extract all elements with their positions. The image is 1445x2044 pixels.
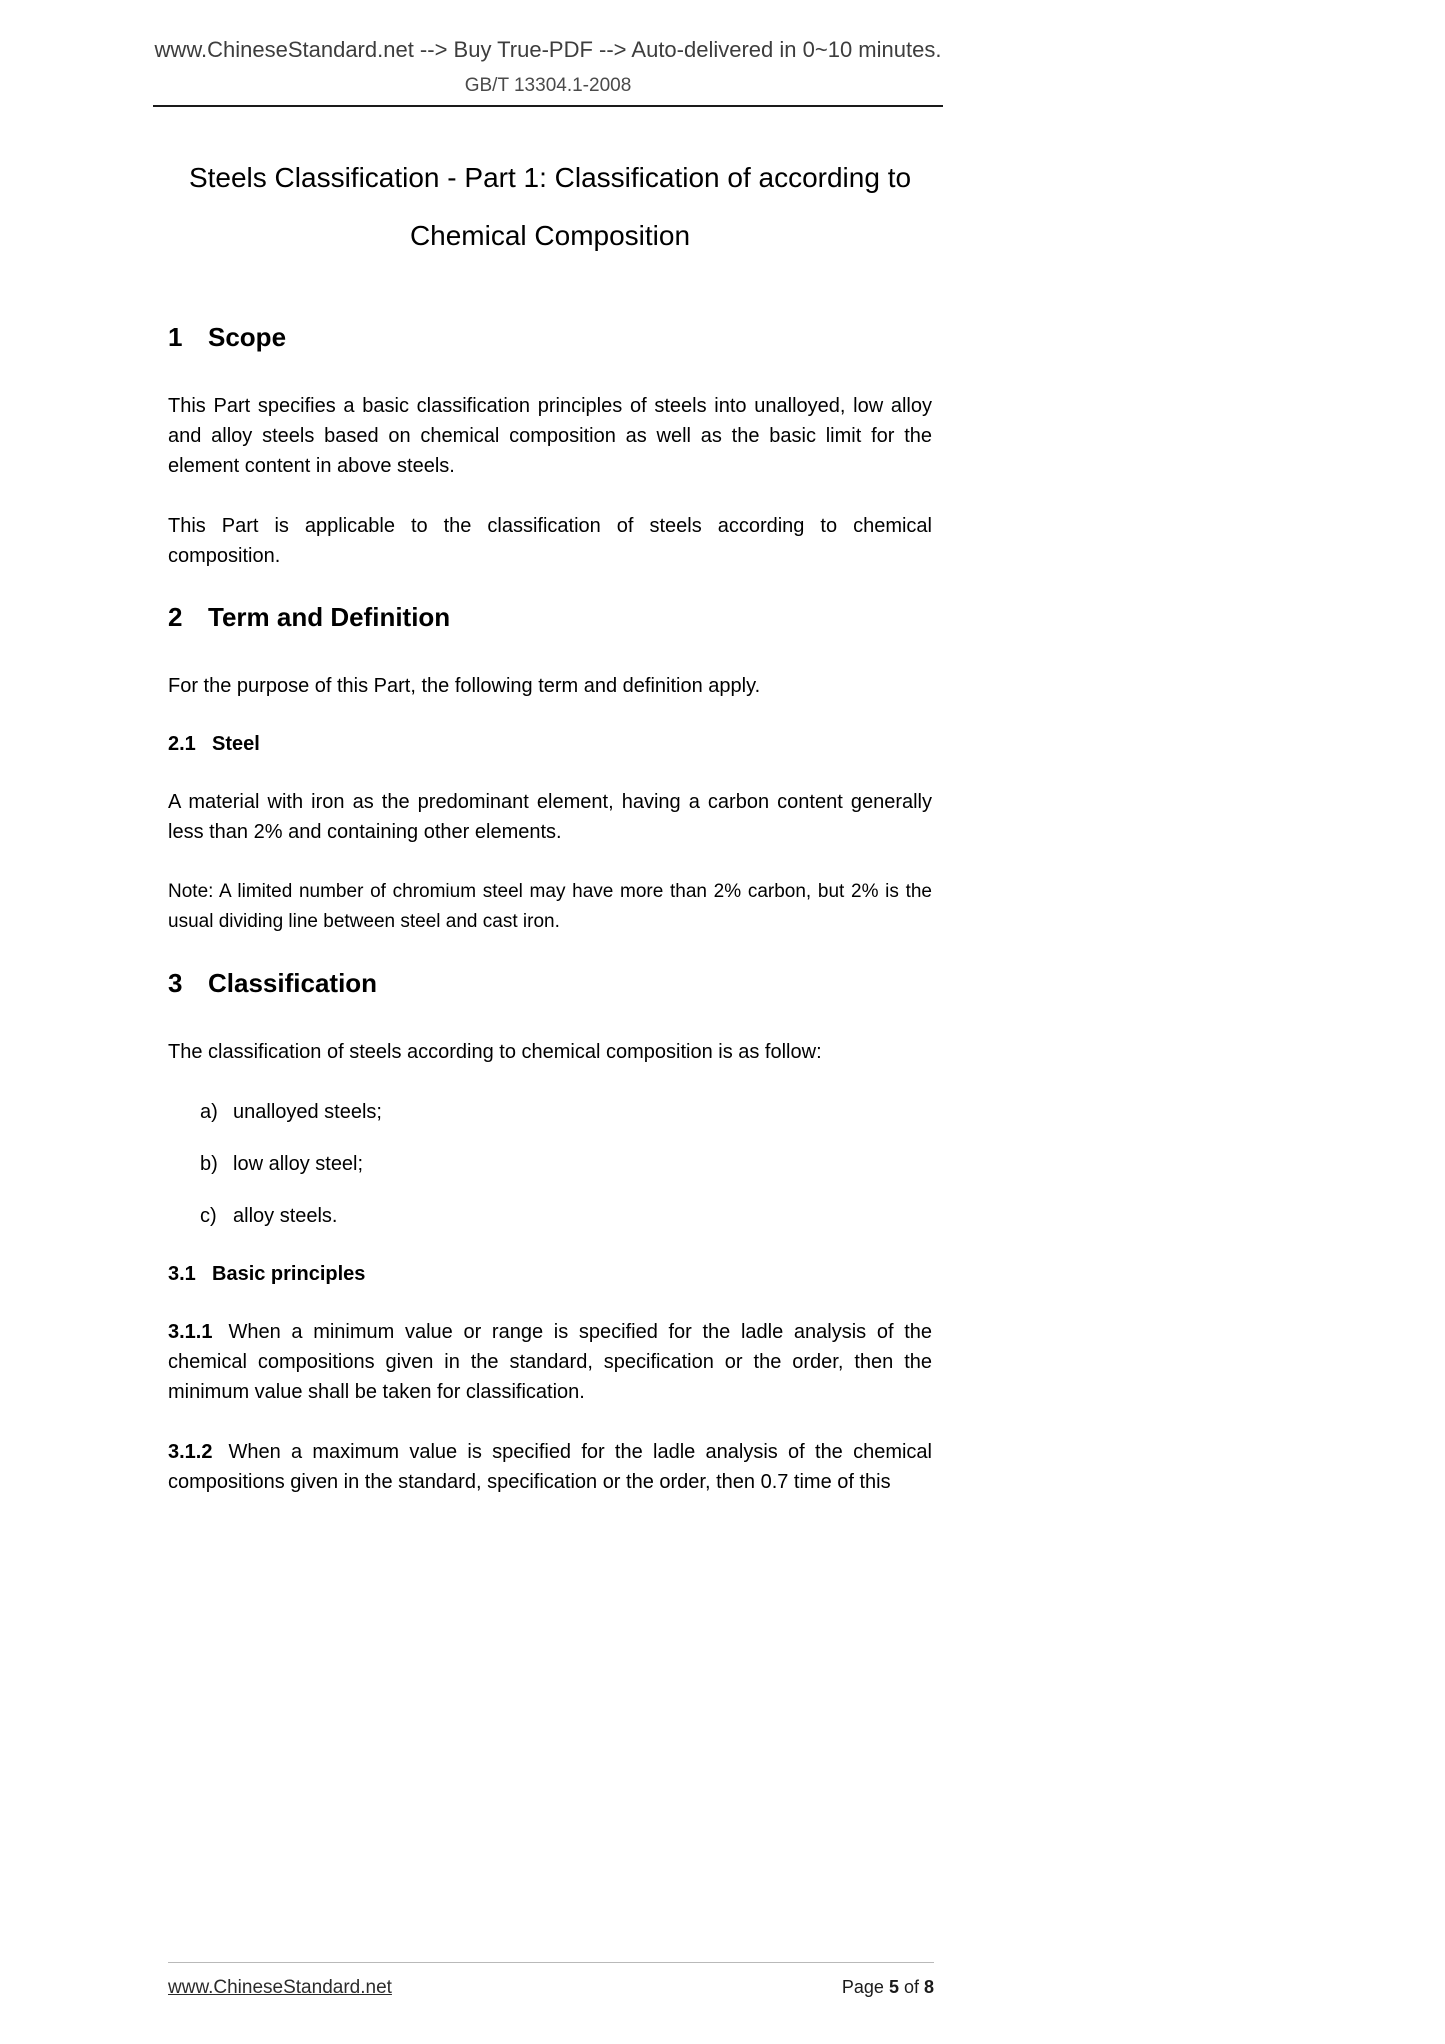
page-word: Page: [841, 1977, 884, 1997]
section-2-1-number: 2.1: [168, 733, 196, 755]
standard-number: GB/T 13304.1-2008: [464, 75, 632, 96]
steel-note-paragraph: Note: A limited number of chromium steel may have more than 2% carbon, but 2% is the usual dividing line between steel and cast iron.: [168, 881, 932, 932]
clause-3-1-1-text: When a minimum value or range is specified for the ladle analysis of the chemical compositions given in the standard, specification or the order, then the minimum value shall be taken for classification.: [168, 1321, 932, 1403]
section-1-heading: [168, 321, 932, 353]
section-2-1-heading: [168, 731, 932, 757]
section-3-title: Classification: [208, 968, 378, 998]
section-3-1-title: Basic principles: [212, 1263, 366, 1285]
classification-intro-paragraph: The classification of steels according to chemical composition is as follow:: [168, 1041, 822, 1063]
page-of-word: of: [903, 1977, 919, 1997]
page-total-number: 8: [923, 1977, 934, 1997]
list-item-c-marker: c): [200, 1205, 217, 1227]
list-item-c: [168, 1201, 932, 1231]
document-content: [168, 149, 932, 1497]
document-title: [168, 149, 932, 265]
document-title-line1: Steels Classification - Part 1: Classification of according to: [188, 162, 912, 193]
list-item-a-marker: a): [200, 1101, 218, 1123]
section-2-title: Term and Definition: [208, 602, 451, 632]
section-3-number: 3: [168, 968, 183, 998]
section-3-1-number: 3.1: [168, 1263, 196, 1285]
clause-3-1-2-text: When a maximum value is specified for the ladle analysis of the chemical compositions given in the standard, specification or the order, then 0.7 time of this: [168, 1441, 932, 1493]
header-promo-text: www.ChineseStandard.net --> Buy True-PDF --> Auto-delivered in 0~10 minutes.: [154, 37, 942, 62]
term-paragraph-1: For the purpose of this Part, the following term and definition apply.: [168, 675, 761, 697]
document-title-line2: Chemical Composition: [409, 220, 691, 251]
list-item-a: [168, 1097, 932, 1127]
scope-paragraph-2: This Part is applicable to the classification of steels according to chemical composition.: [168, 515, 932, 567]
classification-list: [168, 1097, 932, 1231]
section-1-title: Scope: [208, 322, 287, 352]
section-2-heading: [168, 601, 932, 633]
page-number-indicator: [842, 1977, 934, 1998]
clause-3-1-2-paragraph: [168, 1437, 932, 1497]
page-current-number: 5: [888, 1977, 899, 1997]
section-1-number: 1: [168, 322, 183, 352]
clause-3-1-1-paragraph: [168, 1317, 932, 1407]
footer-row: [168, 1977, 934, 1999]
list-item-c-text: alloy steels.: [233, 1205, 338, 1227]
scope-paragraph-1: This Part specifies a basic classification principles of steels into unalloyed, low alloy and alloy steels based on chemical composition as well as the basic limit for the element content in above steels.: [168, 395, 932, 477]
header-divider: [153, 105, 943, 107]
list-item-a-text: unalloyed steels;: [233, 1101, 382, 1123]
steel-definition-paragraph: A material with iron as the predominant element, having a carbon content generally less than 2% and containing other elements.: [168, 791, 932, 843]
footer-divider: [168, 1962, 934, 1963]
clause-3-1-1-number: 3.1.1: [168, 1321, 213, 1343]
list-item-b: [168, 1149, 932, 1179]
page-footer: [168, 1962, 934, 1999]
clause-3-1-2-number: 3.1.2: [168, 1441, 213, 1463]
footer-website-link[interactable]: www.ChineseStandard.net: [168, 1977, 392, 1998]
page-header: [153, 36, 943, 107]
section-3-1-heading: [168, 1261, 932, 1287]
section-3-heading: [168, 967, 932, 999]
list-item-b-text: low alloy steel;: [233, 1153, 364, 1175]
section-2-number: 2: [168, 602, 183, 632]
list-item-b-marker: b): [200, 1153, 218, 1175]
section-2-1-title: Steel: [212, 733, 260, 755]
